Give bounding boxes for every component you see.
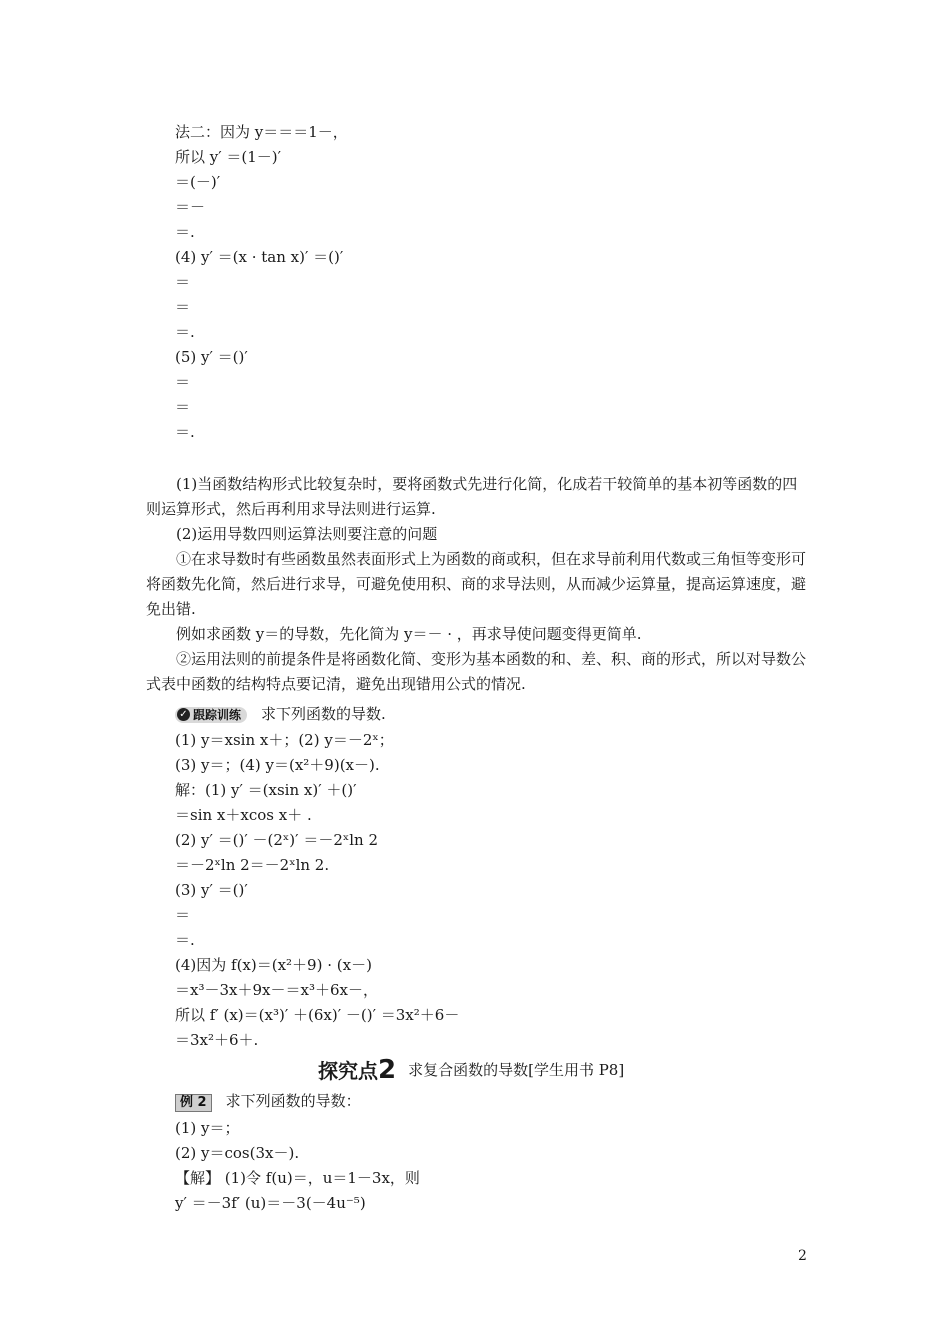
text-line: ＝.: [175, 423, 195, 441]
example-prompt: 求下列函数的导数：: [225, 1092, 361, 1110]
text-line: ＝.: [175, 223, 195, 241]
text-line: (3) y′ ＝()′: [175, 881, 248, 899]
text-line: ＝: [175, 373, 191, 391]
text-line: ＝: [175, 398, 191, 416]
text-line: (2) y＝cos(3x－).: [175, 1144, 300, 1162]
section-number: 2: [378, 1055, 397, 1085]
text-line: y′ ＝－3f′ (u)＝－3(－4u⁻⁵): [175, 1194, 366, 1212]
note-paragraph: (1)当函数结构形式比较复杂时，要将函数式先进行化简，化成若干较简单的基本初等函数的四则运算形式，然后再利用求导法则进行运算.: [146, 475, 798, 518]
method-notes: [146, 472, 808, 697]
note-paragraph: 例如求函数 y＝的导数，先化简为 y＝－ · ，再求导使问题变得更简单.: [176, 625, 642, 643]
text-line: ＝sin x＋xcos x＋ .: [175, 806, 312, 824]
check-icon: ✓: [177, 708, 190, 721]
text-line: 法二：因为 y＝＝＝1－，: [175, 123, 348, 141]
text-line: (1) y＝xsin x＋；(2) y＝－2ˣ；: [175, 731, 394, 749]
text-line: (2) y′ ＝()′ －(2ˣ)′ ＝－2ˣln 2: [175, 831, 378, 849]
text-line: 所以 y′ ＝(1－)′: [175, 148, 282, 166]
text-line: ＝x³－3x＋9x－＝x³＋6x－，: [175, 981, 378, 999]
text-line: (3) y＝；(4) y＝(x²＋9)(x－).: [175, 756, 380, 774]
text-line: ＝: [175, 298, 191, 316]
section-title: 探究点: [318, 1059, 378, 1083]
text-line: (5) y′ ＝()′: [175, 348, 248, 366]
practice-badge: ✓ 跟踪训练: [175, 707, 247, 723]
practice-heading: [175, 704, 386, 724]
note-paragraph: ①在求导数时有些函数虽然表面形式上为函数的商或积，但在求导前利用代数或三角恒等变形可将函数先化简，然后进行求导，可避免使用积、商的求导法则，从而减少运算量，提高运算速度，避免出错.: [146, 550, 807, 618]
text-line: ＝: [175, 906, 191, 924]
note-paragraph: ②运用法则的前提条件是将函数化简、变形为基本函数的和、差、积、商的形式，所以对导数公式表中函数的结构特点要记清，避免出现错用公式的情况.: [146, 650, 807, 693]
practice-prompt: 求下列函数的导数.: [261, 705, 386, 723]
text-line: ＝－2ˣln 2＝－2ˣln 2.: [175, 856, 330, 874]
text-line: (4) y′ ＝(x · tan x)′ ＝()′: [175, 248, 344, 266]
text-line: (1) y＝；: [175, 1119, 240, 1137]
example-badge: 例 2: [175, 1094, 212, 1112]
text-line: ＝3x²＋6＋.: [175, 1031, 259, 1049]
page-number: 2: [798, 1248, 807, 1264]
text-line: (4)因为 f(x)＝(x²＋9) · (x－): [175, 956, 372, 974]
example-heading: [175, 1091, 361, 1112]
section-heading: [318, 1055, 624, 1085]
section-description: 求复合函数的导数[学生用书 P8]: [408, 1061, 625, 1079]
text-line: ＝－: [175, 198, 206, 216]
note-paragraph: (2)运用导数四则运算法则要注意的问题: [176, 525, 438, 543]
text-line: ＝: [175, 273, 191, 291]
text-line: ＝.: [175, 323, 195, 341]
text-line: 【解】 (1)令 f(u)＝，u＝1－3x，则: [175, 1169, 420, 1187]
text-line: 所以 f′ (x)＝(x³)′ ＋(6x)′ －()′ ＝3x²＋6－: [175, 1006, 460, 1024]
text-line: ＝(－)′: [175, 173, 221, 191]
text-line: 解：(1) y′ ＝(xsin x)′ ＋()′: [175, 781, 357, 799]
text-line: ＝.: [175, 931, 195, 949]
